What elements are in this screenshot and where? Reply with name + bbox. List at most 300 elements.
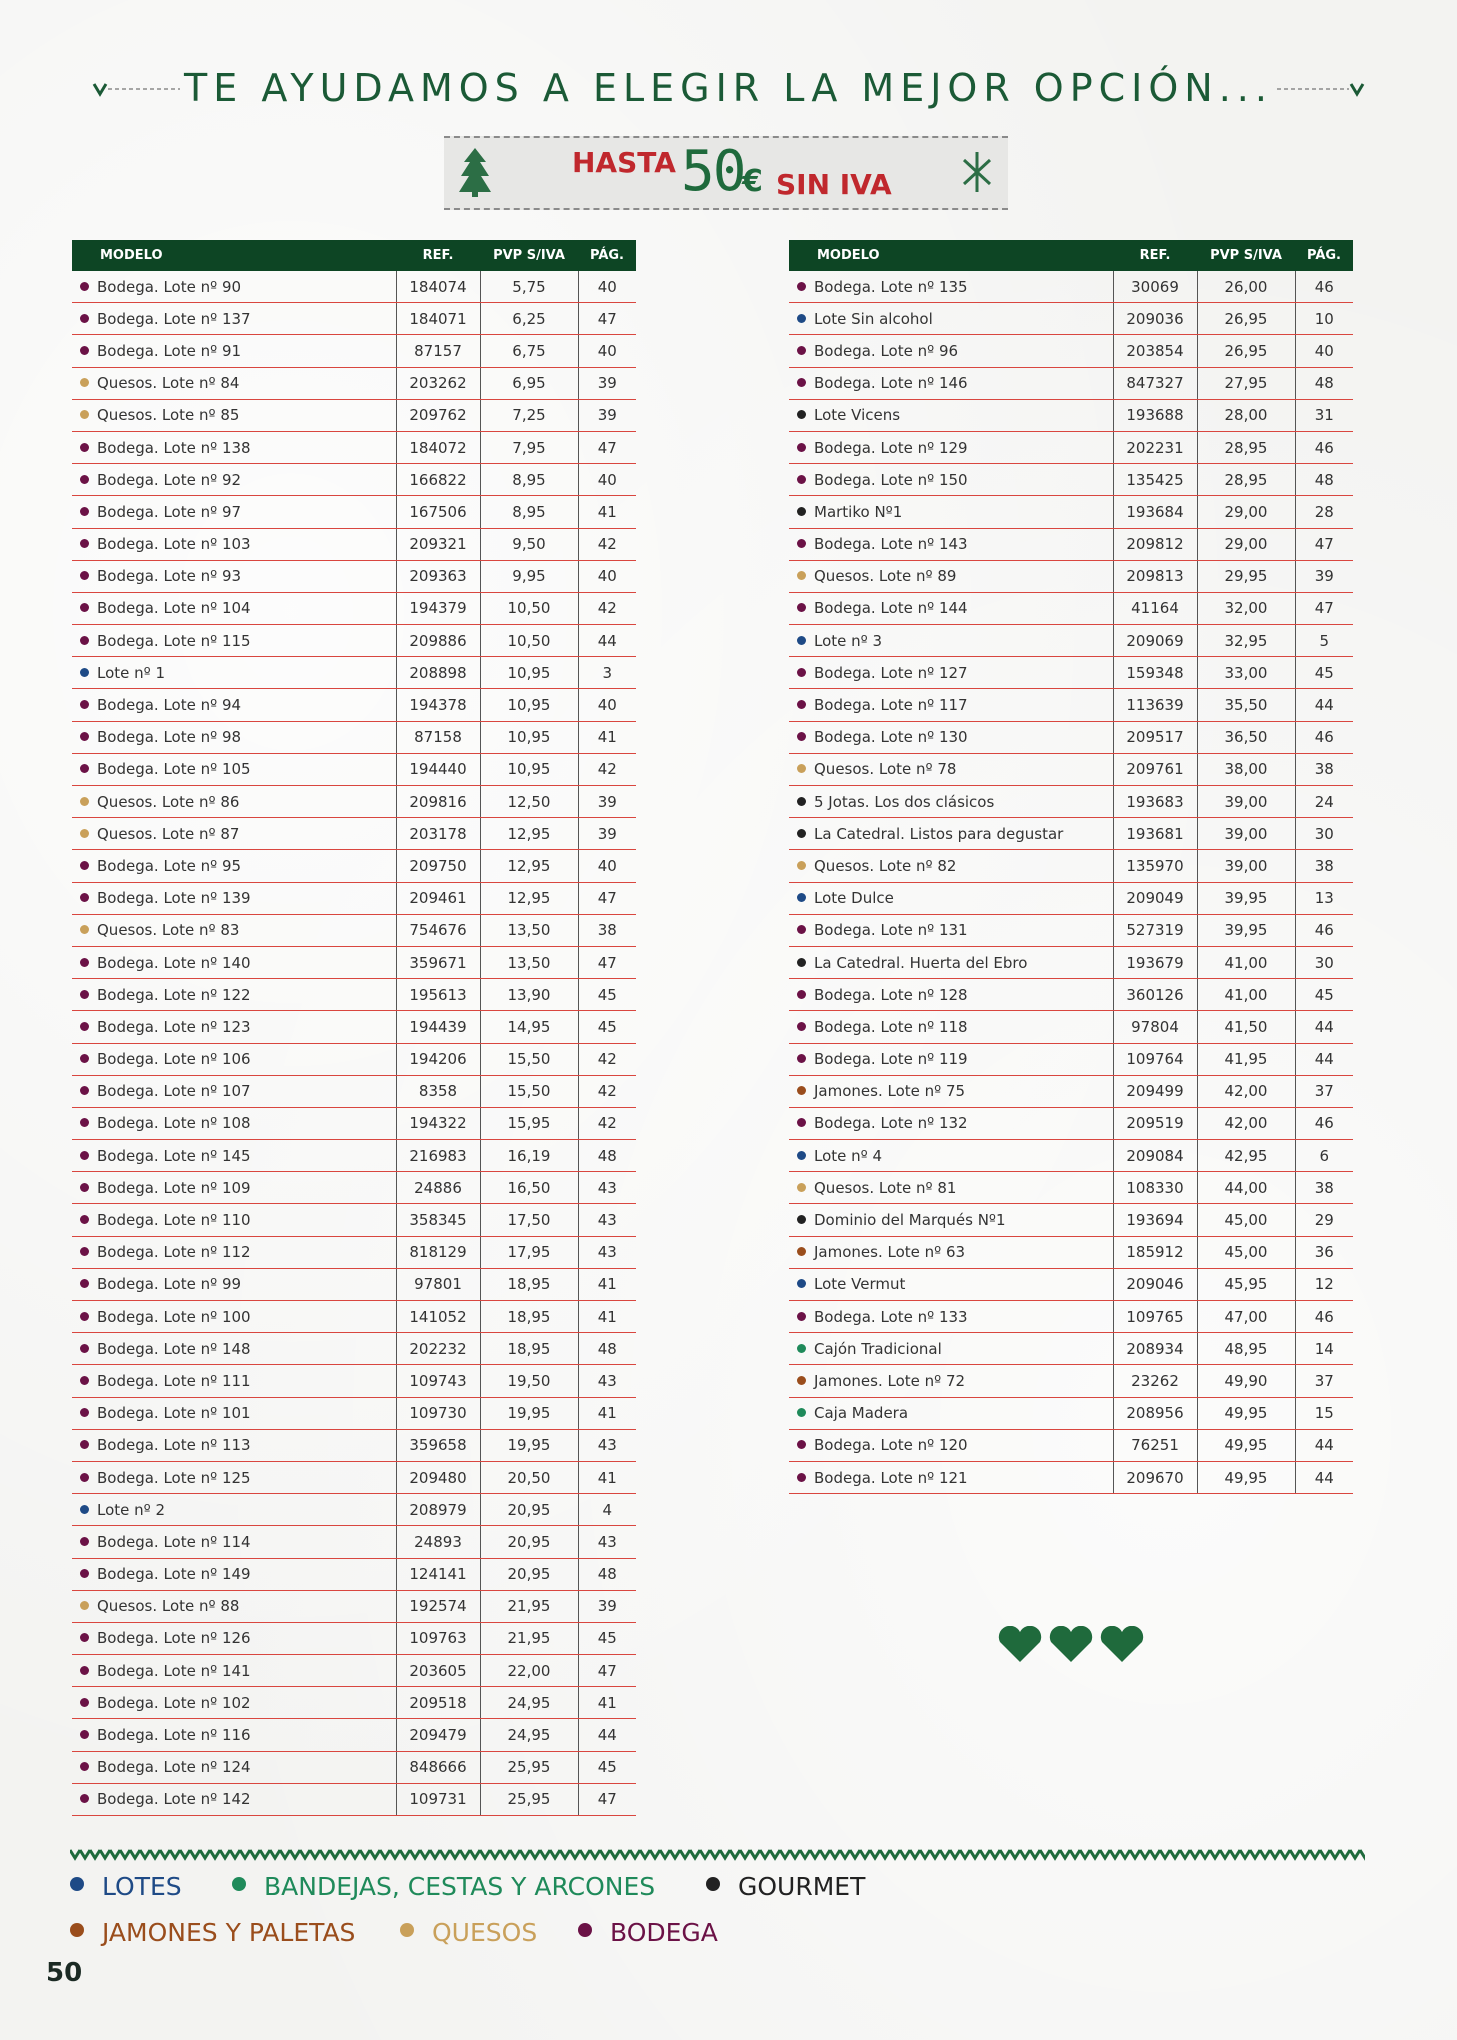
page-cell: 39 (578, 1590, 636, 1622)
ref-cell: 135425 (1113, 464, 1197, 496)
category-dot (80, 1118, 89, 1127)
model-name: La Catedral. Listos para degustar (814, 824, 1064, 843)
page-cell: 47 (1295, 528, 1353, 560)
page-cell: 42 (578, 1075, 636, 1107)
column-header-model: MODELO (72, 240, 396, 271)
ref-cell: 209670 (1113, 1461, 1197, 1493)
model-name: Bodega. Lote nº 96 (814, 341, 959, 360)
model-cell (72, 721, 396, 753)
model-name: Bodega. Lote nº 92 (97, 470, 242, 489)
page-cell: 48 (1295, 464, 1353, 496)
model-cell (72, 560, 396, 592)
model-cell (789, 1172, 1113, 1204)
zigzag-divider-icon (70, 1846, 1365, 1862)
table-row (72, 786, 636, 818)
ref-cell: 847327 (1113, 367, 1197, 399)
table-row (72, 818, 636, 850)
ref-cell: 109731 (396, 1783, 480, 1815)
price-cell: 19,95 (480, 1429, 578, 1461)
model-cell (72, 1558, 396, 1590)
legend-item-bodega (578, 1918, 718, 1947)
page-cell: 45 (578, 1622, 636, 1654)
model-cell (789, 1365, 1113, 1397)
price-cell: 47,00 (1197, 1301, 1295, 1333)
legend-row (70, 1872, 1270, 1918)
category-dot (80, 958, 89, 967)
category-dot (80, 314, 89, 323)
table-row (72, 1268, 636, 1300)
page-cell: 38 (1295, 753, 1353, 785)
ref-cell: 209761 (1113, 753, 1197, 785)
table-row (72, 1172, 636, 1204)
category-dot (80, 1408, 89, 1417)
table-row (789, 657, 1353, 689)
model-cell (72, 1397, 396, 1429)
category-dot (80, 282, 89, 291)
table-row (72, 882, 636, 914)
page-cell: 43 (578, 1172, 636, 1204)
category-dot (797, 829, 806, 838)
model-cell (789, 528, 1113, 560)
page-cell: 46 (1295, 914, 1353, 946)
category-dot (80, 1086, 89, 1095)
category-dot (797, 314, 806, 323)
model-name: Lote nº 4 (814, 1146, 883, 1165)
ref-cell: 87157 (396, 335, 480, 367)
category-dot (80, 1247, 89, 1256)
ref-cell: 209750 (396, 850, 480, 882)
category-dot (797, 539, 806, 548)
ref-cell: 109743 (396, 1365, 480, 1397)
table-row (789, 335, 1353, 367)
table-row (72, 657, 636, 689)
ref-cell: 87158 (396, 721, 480, 753)
model-name: La Catedral. Huerta del Ebro (814, 953, 1028, 972)
model-cell (72, 1429, 396, 1461)
table-row (72, 1397, 636, 1429)
table-row (72, 1590, 636, 1622)
category-dot (80, 1762, 89, 1771)
model-name: Bodega. Lote nº 145 (97, 1146, 251, 1165)
category-dot (797, 1151, 806, 1160)
price-cell: 12,95 (480, 818, 578, 850)
price-cell: 8,95 (480, 496, 578, 528)
model-name: Bodega. Lote nº 138 (97, 438, 251, 457)
table-row (789, 1204, 1353, 1236)
model-name: Cajón Tradicional (814, 1339, 942, 1358)
page-cell: 39 (578, 399, 636, 431)
price-cell: 5,75 (480, 271, 578, 303)
column-header-pvp: PVP S/IVA (480, 240, 578, 271)
price-cell: 21,95 (480, 1622, 578, 1654)
category-dot (80, 668, 89, 677)
category-dot (797, 346, 806, 355)
model-name: Bodega. Lote nº 114 (97, 1532, 251, 1551)
model-cell (72, 528, 396, 560)
category-dot (797, 668, 806, 677)
category-dot (80, 1215, 89, 1224)
ref-cell: 192574 (396, 1590, 480, 1622)
model-name: Quesos. Lote nº 89 (814, 567, 957, 586)
category-dot (797, 1408, 806, 1417)
ref-cell: 216983 (396, 1140, 480, 1172)
price-cell: 20,95 (480, 1558, 578, 1590)
ref-cell: 184074 (396, 271, 480, 303)
ref-cell: 209479 (396, 1719, 480, 1751)
category-dot (797, 1376, 806, 1385)
model-cell (789, 592, 1113, 624)
table-row (789, 1333, 1353, 1365)
price-cell: 17,50 (480, 1204, 578, 1236)
category-dot (797, 1054, 806, 1063)
category-dot (80, 1730, 89, 1739)
page-cell: 43 (578, 1365, 636, 1397)
legend-item-jamones (70, 1918, 355, 1947)
table-row (72, 1494, 636, 1526)
category-dot (797, 410, 806, 419)
table-row (72, 1204, 636, 1236)
category-dot (797, 700, 806, 709)
model-name: Bodega. Lote nº 119 (814, 1050, 968, 1069)
legend-dot-gourmet (706, 1877, 720, 1891)
price-cell: 41,00 (1197, 979, 1295, 1011)
price-cell: 39,00 (1197, 818, 1295, 850)
ref-cell: 24893 (396, 1526, 480, 1558)
ref-cell: 203854 (1113, 335, 1197, 367)
ref-cell: 194379 (396, 592, 480, 624)
model-name: Bodega. Lote nº 124 (97, 1758, 251, 1777)
table-row (789, 431, 1353, 463)
ref-cell: 24886 (396, 1172, 480, 1204)
model-name: Bodega. Lote nº 95 (97, 856, 242, 875)
model-cell (72, 1107, 396, 1139)
table-row (72, 625, 636, 657)
model-cell (72, 1783, 396, 1815)
price-cell: 26,95 (1197, 335, 1295, 367)
model-name: Bodega. Lote nº 126 (97, 1629, 251, 1648)
category-dot (797, 1473, 806, 1482)
page-cell: 44 (578, 1719, 636, 1751)
table-row (72, 1719, 636, 1751)
table-row (789, 1172, 1353, 1204)
price-cell: 45,00 (1197, 1236, 1295, 1268)
category-dot (797, 378, 806, 387)
price-cell: 10,50 (480, 625, 578, 657)
page-cell: 40 (578, 464, 636, 496)
model-name: Quesos. Lote nº 87 (97, 824, 240, 843)
price-cell: 39,00 (1197, 850, 1295, 882)
legend-label-lotes: LOTES (102, 1872, 182, 1901)
table-row (789, 882, 1353, 914)
model-name: Caja Madera (814, 1404, 909, 1423)
category-dot (797, 507, 806, 516)
price-cell: 19,95 (480, 1397, 578, 1429)
price-limit-banner (444, 136, 1008, 210)
table-row (72, 1461, 636, 1493)
table-row (72, 753, 636, 785)
category-dot (80, 475, 89, 484)
price-cell: 12,95 (480, 850, 578, 882)
page-cell: 45 (578, 979, 636, 1011)
legend-dot-bandejas (232, 1877, 246, 1891)
legend-label-bandejas: BANDEJAS, CESTAS Y ARCONES (264, 1872, 656, 1901)
price-cell: 33,00 (1197, 657, 1295, 689)
model-cell (789, 560, 1113, 592)
ref-cell: 360126 (1113, 979, 1197, 1011)
price-cell: 9,95 (480, 560, 578, 592)
model-name: Bodega. Lote nº 110 (97, 1211, 251, 1230)
table-row (789, 496, 1353, 528)
table-row (789, 1140, 1353, 1172)
table-row (72, 1429, 636, 1461)
ref-cell: 194206 (396, 1043, 480, 1075)
table-row (72, 914, 636, 946)
legend-dot-bodega (578, 1923, 592, 1937)
model-cell (72, 689, 396, 721)
category-dot (797, 861, 806, 870)
price-cell: 20,95 (480, 1494, 578, 1526)
ref-cell: 194378 (396, 689, 480, 721)
table-row (789, 271, 1353, 303)
knitted-hearts-decoration-icon (996, 1626, 1146, 1666)
model-cell (72, 625, 396, 657)
model-name: Bodega. Lote nº 144 (814, 599, 968, 618)
price-cell: 25,95 (480, 1751, 578, 1783)
banner-sin-iva-text: SIN IVA (776, 168, 892, 201)
category-dot (797, 636, 806, 645)
model-cell (72, 367, 396, 399)
ref-cell: 203262 (396, 367, 480, 399)
page-header (0, 66, 1457, 126)
page-cell: 41 (578, 1687, 636, 1719)
model-name: Bodega. Lote nº 93 (97, 567, 242, 586)
page-cell: 36 (1295, 1236, 1353, 1268)
table-row (789, 1461, 1353, 1493)
ref-cell: 193684 (1113, 496, 1197, 528)
price-cell: 10,95 (480, 689, 578, 721)
price-cell: 8,95 (480, 464, 578, 496)
model-cell (789, 1075, 1113, 1107)
category-dot (80, 1794, 89, 1803)
category-dot (80, 1151, 89, 1160)
model-cell (72, 657, 396, 689)
page-cell: 43 (578, 1429, 636, 1461)
category-dot (797, 1215, 806, 1224)
page-title: TE AYUDAMOS A ELEGIR LA MEJOR OPCIÓN... (184, 66, 1273, 110)
table-row (789, 464, 1353, 496)
table-row (72, 1236, 636, 1268)
model-name: Bodega. Lote nº 135 (814, 277, 968, 296)
page-cell: 29 (1295, 1204, 1353, 1236)
table-row (789, 1043, 1353, 1075)
category-dot (80, 1054, 89, 1063)
table-row (789, 592, 1353, 624)
model-name: Bodega. Lote nº 98 (97, 728, 242, 747)
price-cell: 49,95 (1197, 1429, 1295, 1461)
model-name: Bodega. Lote nº 113 (97, 1436, 251, 1455)
category-dot (80, 1666, 89, 1675)
ref-cell: 135970 (1113, 850, 1197, 882)
model-cell (72, 818, 396, 850)
page-cell: 47 (578, 882, 636, 914)
price-cell: 38,00 (1197, 753, 1295, 785)
model-cell (72, 1622, 396, 1654)
table-row (789, 1365, 1353, 1397)
legend-item-gourmet (706, 1872, 865, 1901)
page-cell: 12 (1295, 1268, 1353, 1300)
price-cell: 45,95 (1197, 1268, 1295, 1300)
model-name: Quesos. Lote nº 81 (814, 1178, 957, 1197)
model-cell (72, 592, 396, 624)
price-cell: 29,00 (1197, 528, 1295, 560)
page-cell: 42 (578, 1107, 636, 1139)
page-cell: 24 (1295, 786, 1353, 818)
table-row (789, 1397, 1353, 1429)
model-cell (72, 946, 396, 978)
price-cell: 13,50 (480, 946, 578, 978)
page-cell: 47 (578, 1783, 636, 1815)
page-cell: 45 (578, 1751, 636, 1783)
model-name: Quesos. Lote nº 78 (814, 760, 957, 779)
ref-cell: 30069 (1113, 271, 1197, 303)
ref-cell: 97801 (396, 1268, 480, 1300)
page-cell: 44 (578, 625, 636, 657)
page-cell: 43 (578, 1236, 636, 1268)
model-cell (789, 753, 1113, 785)
price-cell: 7,95 (480, 431, 578, 463)
price-cell: 22,00 (480, 1655, 578, 1687)
model-cell (72, 753, 396, 785)
model-cell (789, 882, 1113, 914)
page-cell: 44 (1295, 1043, 1353, 1075)
table-row (72, 464, 636, 496)
table-row (72, 850, 636, 882)
table-row (72, 1011, 636, 1043)
page-cell: 37 (1295, 1365, 1353, 1397)
table-row (72, 399, 636, 431)
category-dot (797, 475, 806, 484)
page-cell: 6 (1295, 1140, 1353, 1172)
page-cell: 44 (1295, 689, 1353, 721)
category-dot (80, 1569, 89, 1578)
price-cell: 17,95 (480, 1236, 578, 1268)
table-row (72, 1333, 636, 1365)
ref-cell: 159348 (1113, 657, 1197, 689)
category-dot (80, 1376, 89, 1385)
category-dot (80, 346, 89, 355)
category-dot (797, 1183, 806, 1192)
category-dot (797, 893, 806, 902)
ref-cell: 208934 (1113, 1333, 1197, 1365)
page-cell: 40 (578, 560, 636, 592)
model-name: Bodega. Lote nº 120 (814, 1436, 968, 1455)
table-row (72, 592, 636, 624)
column-header-ref: REF. (1113, 240, 1197, 271)
price-cell: 13,50 (480, 914, 578, 946)
model-cell (789, 721, 1113, 753)
model-name: Bodega. Lote nº 125 (97, 1468, 251, 1487)
price-cell: 21,95 (480, 1590, 578, 1622)
category-legend (70, 1872, 1270, 1964)
model-cell (72, 1751, 396, 1783)
ref-cell: 209813 (1113, 560, 1197, 592)
table-row (72, 1687, 636, 1719)
ref-cell: 141052 (396, 1301, 480, 1333)
ref-cell: 818129 (396, 1236, 480, 1268)
category-dot (797, 732, 806, 741)
page-cell: 39 (578, 818, 636, 850)
page-cell: 41 (578, 1461, 636, 1493)
model-name: Bodega. Lote nº 106 (97, 1050, 251, 1069)
price-cell: 45,00 (1197, 1204, 1295, 1236)
category-dot (797, 958, 806, 967)
page-cell: 46 (1295, 431, 1353, 463)
category-dot (80, 1601, 89, 1610)
category-dot (797, 1118, 806, 1127)
page-cell: 40 (1295, 335, 1353, 367)
price-cell: 14,95 (480, 1011, 578, 1043)
ref-cell: 195613 (396, 979, 480, 1011)
category-dot (80, 1183, 89, 1192)
table-row (72, 1655, 636, 1687)
model-cell (72, 1719, 396, 1751)
model-name: Lote Sin alcohol (814, 309, 933, 328)
table-row (72, 496, 636, 528)
ref-cell: 76251 (1113, 1429, 1197, 1461)
ref-cell: 358345 (396, 1204, 480, 1236)
page-cell: 46 (1295, 1107, 1353, 1139)
banner-amount: 50 (681, 139, 745, 204)
model-cell (72, 464, 396, 496)
model-cell (789, 1301, 1113, 1333)
ref-cell: 209812 (1113, 528, 1197, 560)
table-row (789, 721, 1353, 753)
page-cell: 40 (578, 335, 636, 367)
category-dot (80, 1440, 89, 1449)
ref-cell: 109730 (396, 1397, 480, 1429)
model-name: Lote nº 3 (814, 631, 883, 650)
price-cell: 41,00 (1197, 946, 1295, 978)
price-cell: 29,00 (1197, 496, 1295, 528)
page-cell: 45 (578, 1011, 636, 1043)
table-row (72, 1365, 636, 1397)
legend-label-quesos: QUESOS (432, 1918, 538, 1947)
model-name: Martiko Nº1 (814, 502, 903, 521)
price-cell: 39,00 (1197, 786, 1295, 818)
price-cell: 24,95 (480, 1687, 578, 1719)
page-cell: 14 (1295, 1333, 1353, 1365)
table-row (72, 979, 636, 1011)
table-row (789, 979, 1353, 1011)
ref-cell: 184071 (396, 303, 480, 335)
model-cell (789, 1397, 1113, 1429)
category-dot (797, 1279, 806, 1288)
model-name: Jamones. Lote nº 63 (814, 1243, 966, 1262)
price-cell: 6,95 (480, 367, 578, 399)
price-cell: 35,50 (1197, 689, 1295, 721)
table-row (72, 1622, 636, 1654)
category-dot (80, 1312, 89, 1321)
model-cell (789, 1011, 1113, 1043)
price-table-left (72, 240, 636, 1816)
legend-label-gourmet: GOURMET (738, 1872, 866, 1901)
page-cell: 48 (578, 1140, 636, 1172)
model-cell (72, 1365, 396, 1397)
column-header-ref: REF. (396, 240, 480, 271)
model-cell (72, 1494, 396, 1526)
table-row (72, 1301, 636, 1333)
table-row (789, 946, 1353, 978)
